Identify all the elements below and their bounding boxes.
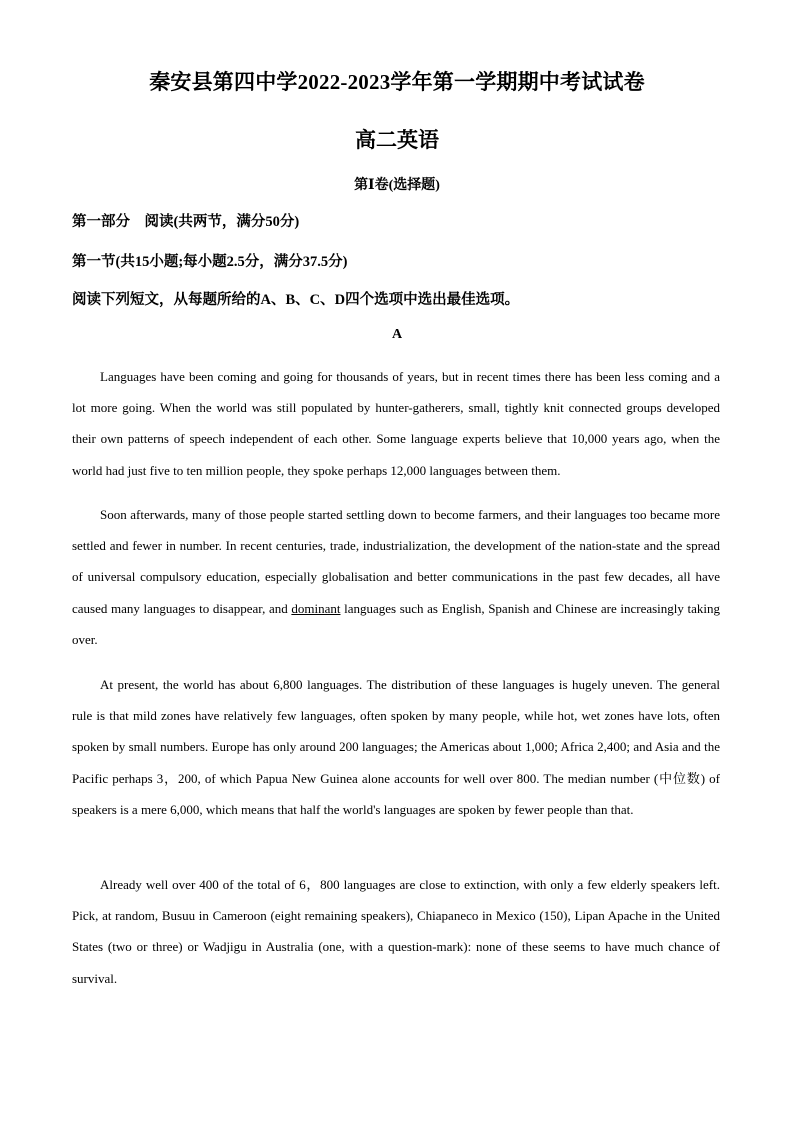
passage-paragraph-3: At present, the world has about 6,800 languages. The distribution of these languages is hugely uneven. The general rule is that mild zones have relatively few languages, often spoken by many people, while hot, wet zones have lots, often spoken by small numbers. Europe has only around 200 languages; the Americas about 1,000; Africa 2,400; and Asia and the Pacific perhaps 3，200, of which Papua New Guinea alone accounts for well over 800. The median number (中位数) of speakers is a mere 6,000, which means that half the world's languages are spoken by fewer people than that. — [72, 677, 720, 817]
exam-title: 秦安县第四中学2022-2023学年第一学期期中考试试卷 — [149, 70, 645, 94]
passage-paragraph-4: Already well over 400 of the total of 6，800 languages are close to extinction, with only a few elderly speakers left. Pick, at random, Busuu in Cameroon (eight remaining speakers), Chiapaneco in Mexico (150), Lipan Apache in the United States (two or three) or Wadjigu in Australia (one, with a question-mark): none of these seems to have much chance of survival. — [72, 877, 720, 986]
passage-paragraph-2 — [72, 499, 720, 655]
subject-title: 高二英语 — [355, 128, 439, 152]
directions-text: 阅读下列短文，从每题所给的A、B、C、D四个选项中选出最佳选项。 — [72, 292, 520, 308]
paragraph-2-text-end: languages such as English, Spanish and Chinese are increasingly taking over. — [72, 600, 720, 647]
paragraph-2-text-start: Soon afterwards, many of those people started settling down to become farmers, and their languages too became more settled and fewer in number. In recent centuries, trade, industrialization, the development of the nation-state and the spread of universal compulsory education, especially globalisation and better communications in the past few decades, all have caused many languages to disappear, and — [72, 507, 720, 616]
passage-paragraph-1: Languages have been coming and going for thousands of years, but in recent times there has been less coming and a lot more going. When the world was still populated by hunter-gatherers, small, tightly knit connected groups developed their own patterns of speech independent of each other. Some language experts believe that 10,000 years ago, when the world had just five to ten million people, they spoke perhaps 12,000 languages between them. — [72, 369, 720, 478]
underlined-word-dominant: dominant — [291, 600, 341, 616]
section-heading: 第一部分 阅读(共两节，满分50分) — [72, 214, 300, 230]
passage-letter: A — [391, 327, 403, 342]
subsection-heading: 第一节(共15小题;每小题2.5分，满分37.5分) — [72, 254, 348, 270]
part-label: 第Ⅰ卷(选择题) — [354, 178, 440, 193]
